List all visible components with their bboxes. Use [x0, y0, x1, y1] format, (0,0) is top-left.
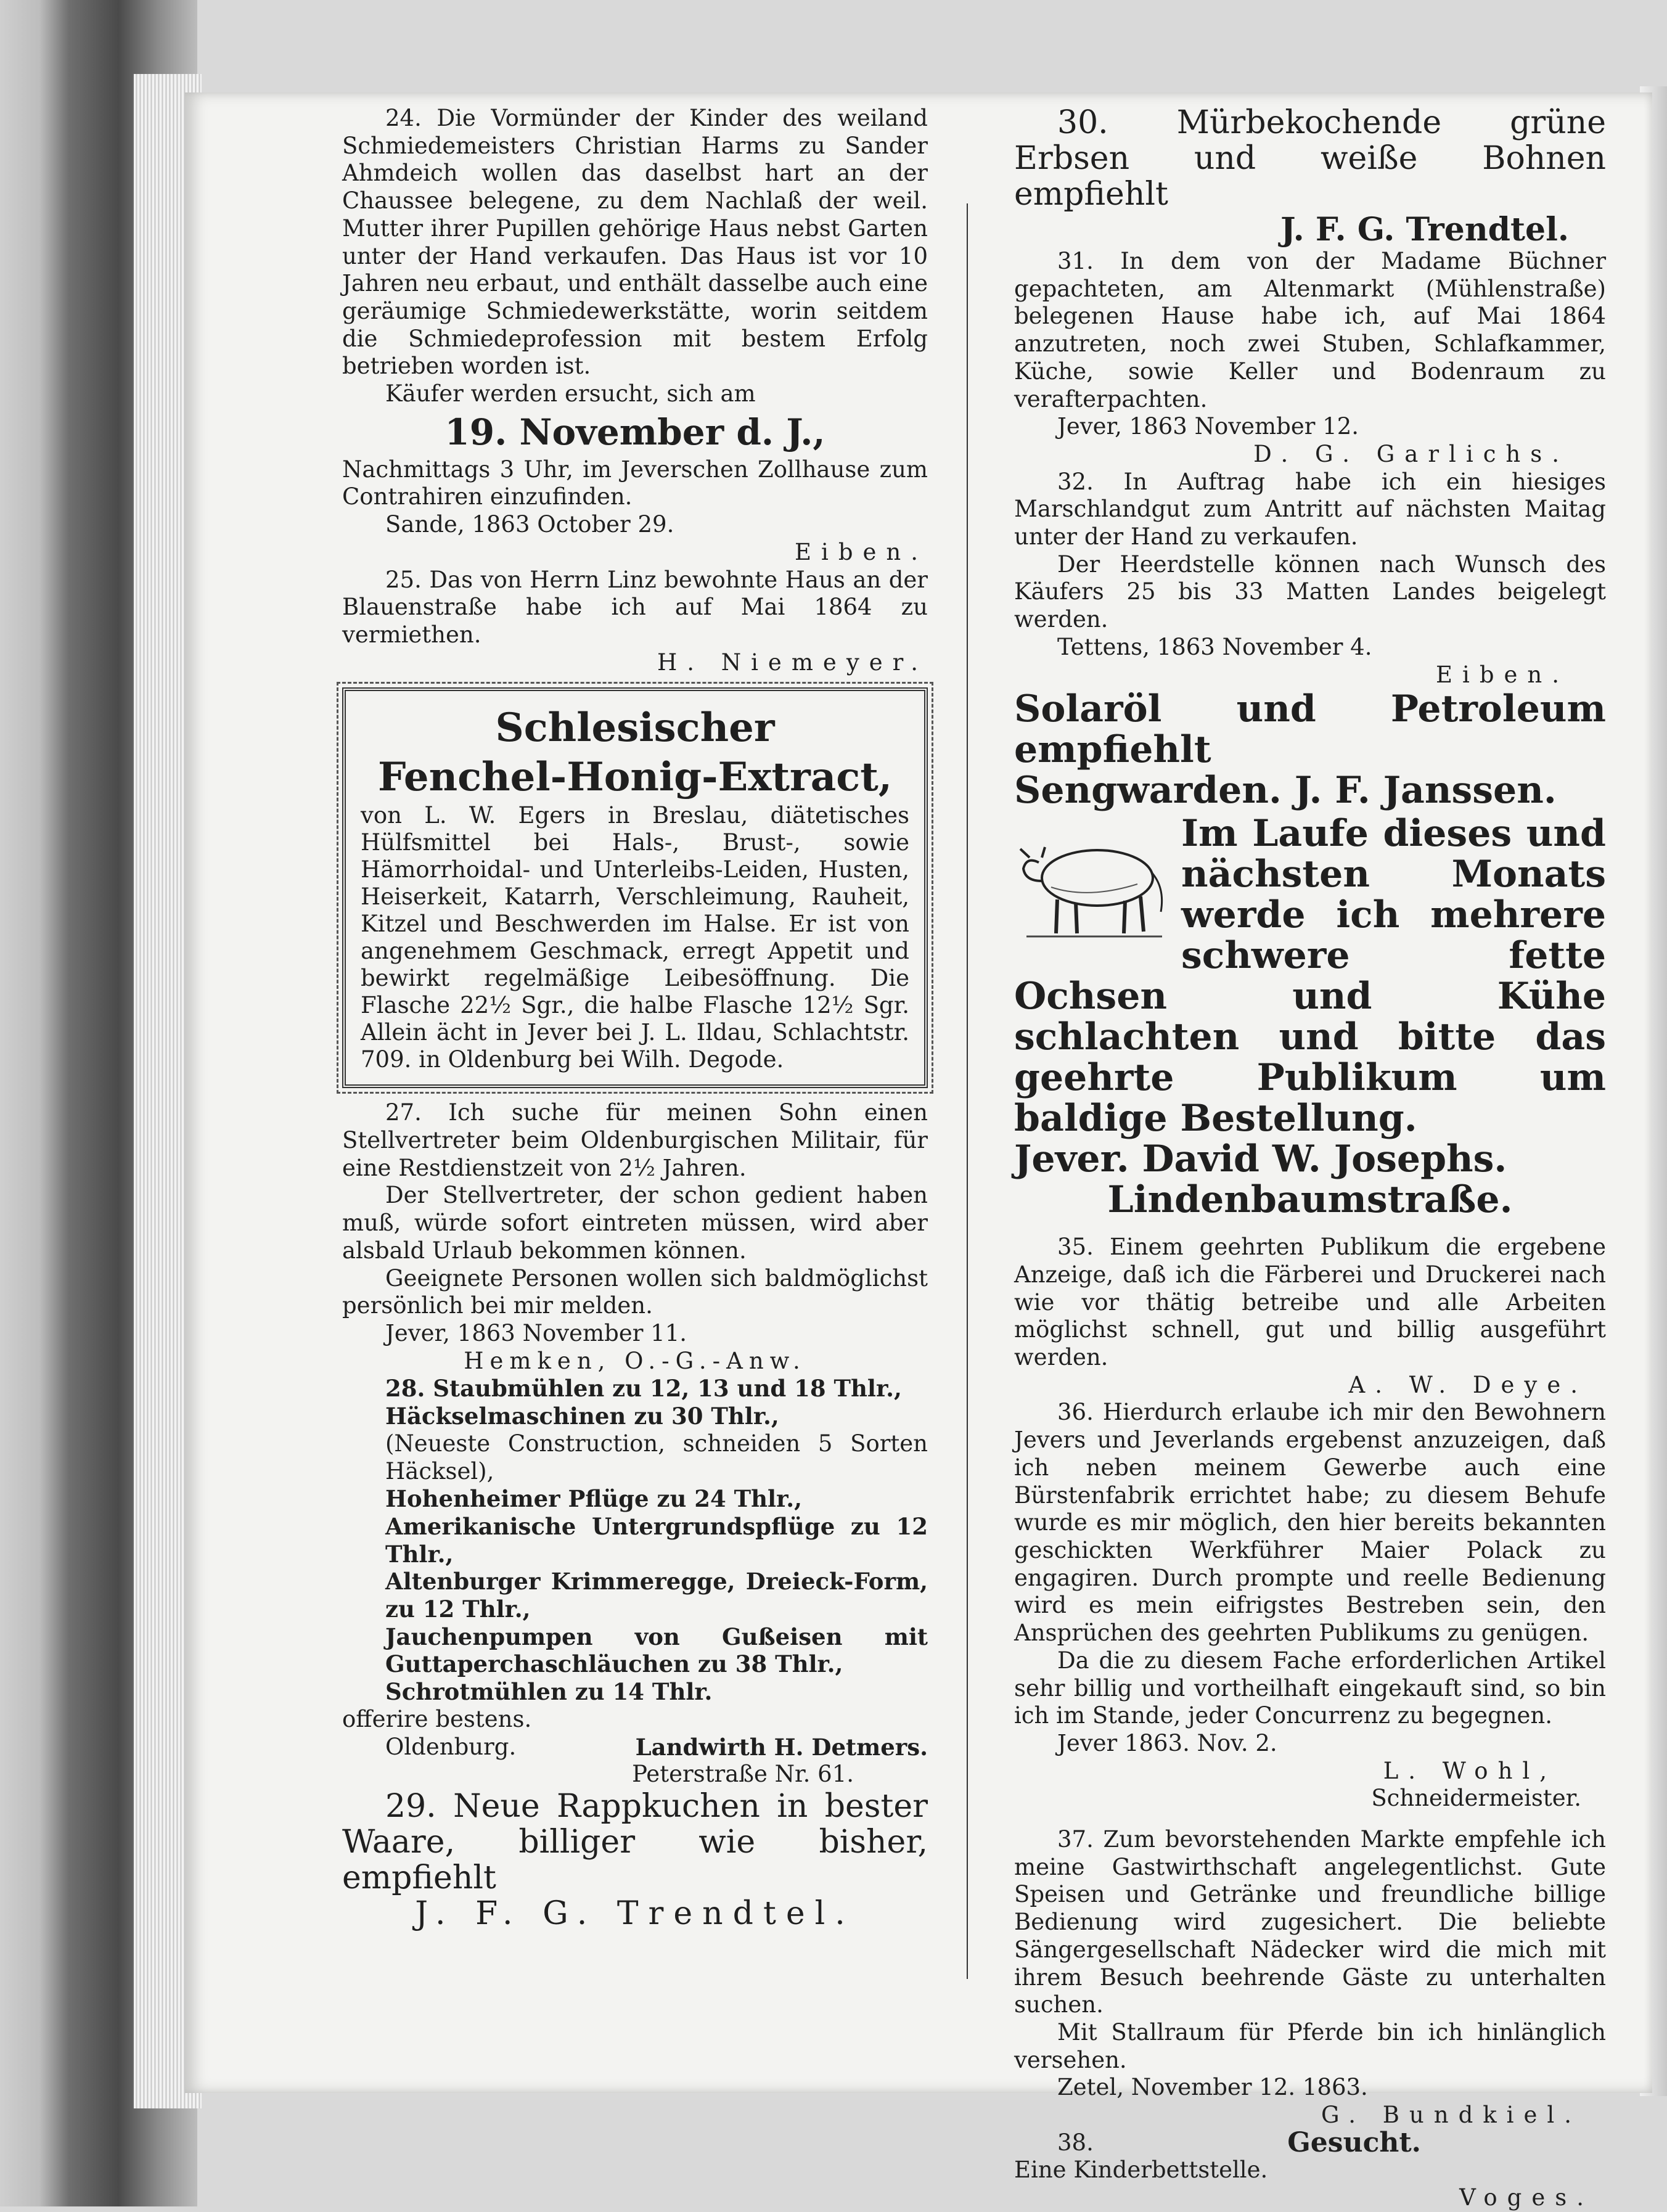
notice-32 [1014, 469, 1606, 689]
notice-text: Der Stellvertreter, der schon gedient haben muß, würde sofort eintreten müssen, wird aber alsbald Urlaub bekommen können. [342, 1182, 928, 1264]
ad-title-line1: Schlesischer [495, 705, 775, 752]
notice-text: Käufer werden ersucht, sich am [385, 380, 756, 408]
notice-text: Eine Kinderbettstelle. [1014, 2157, 1268, 2184]
notice-solaroel [1014, 689, 1606, 811]
notice-text: 32. In Auftrag habe ich ein hiesiges Marschlandgut zum Antritt auf nächsten Maitag unter der Hand zu verkaufen. [1014, 468, 1606, 551]
notice-signature: Hemken, O.-G.-Anw. [464, 1347, 806, 1374]
ad-signature: Sengwarden. J. F. Janssen. [1014, 769, 1557, 813]
notice-place-date: Zetel, November 12. 1863. [1057, 2074, 1368, 2101]
notice-josephs [1014, 813, 1606, 1220]
notice-signature: G. Bundkiel. [1321, 2102, 1581, 2129]
notice-date-heading: 19. November d. J., [444, 411, 825, 453]
notice-signature: Eiben. [1435, 661, 1569, 688]
notice-35 [1014, 1234, 1606, 1399]
ox-illustration-icon [1014, 819, 1171, 943]
notice-heading: Gesucht. [1287, 2126, 1421, 2158]
notice-text: 36. Hierdurch erlaube ich mir den Bewohnern Jevers und Jeverlands ergebenst anzuzeigen, daß ich neben meinem Gewerbe auch eine Bürstenfabrik errichtet habe; zu diesem Behufe wurde es mir möglich, den hier bereits bekannten geschickten Werkführer Maier Polack zu engagiren. Durch prompte und reelle Bedienung wird es mein eifrigstes Bestreben sein, den Ansprüchen des geehrten Publikums zu genügen. [1014, 1399, 1606, 1647]
notice-text: Der Heerdstelle können nach Wunsch des Käufers 25 bis 33 Matten Landes beigelegt werden. [1014, 551, 1606, 633]
notice-text: 24. Die Vormünder der Kinder des weiland Schmiedemeisters Christian Harms zu Sander Ahmdeich wollen das daselbst hart an der Chaussee belegene, zu dem Nachlaß der weil. Mutter ihrer Pupillen gehörige Haus nebst Garten unter der Hand verkaufen. Das Haus ist vor 10 Jahren neu erbaut, und enthält dasselbe auch eine geräumige Schmiedewerkstätte, worin seitdem die Schmiedeprofession mit bestem Erfolg betrieben worden ist. [342, 105, 928, 380]
notice-signature: Eiben. [794, 538, 928, 565]
offer-line: Hohenheimer Pflüge zu 24 Thlr., [385, 1485, 802, 1513]
notice-29 [342, 1788, 928, 1931]
notice-signature: J. F. G. Trendtel. [1280, 211, 1569, 248]
notice-text: Da die zu diesem Fache erforderlichen Artikel sehr billig und vortheilhaft eingekauft sind, so bin ich im Stande, jeder Concurrenz zu begegnen. [1014, 1647, 1606, 1729]
notice-signature: A. W. Deye. [1348, 1371, 1587, 1398]
ad-address: Lindenbaumstraße. [1107, 1178, 1513, 1222]
notice-28 [342, 1375, 928, 1788]
ad-text: Im Laufe dieses und nächsten Monats werde ich mehrere schwere fette Ochsen und Kühe schlachten und bitte das geehrte Publikum um baldige Bestellung. [1014, 812, 1606, 1141]
notice-place-date: Jever, 1863 November 11. [385, 1319, 687, 1346]
notice-signature: H. Niemeyer. [657, 649, 928, 676]
offer-place: Oldenburg. [385, 1733, 517, 1760]
notice-text: 31. In dem von der Madame Büchner gepachteten, am Altenmarkt (Mühlenstraße) belegenen Hause habe ich, auf Mai 1864 anzutreten, noch zwei Stuben, Schlafkammer, Küche, sowie Keller und Bodenraum zu verafterpachten. [1014, 248, 1606, 412]
offer-line: Amerikanische Untergrundspflüge zu 12 Thlr., [385, 1512, 928, 1568]
notice-text: 29. Neue Rappkuchen in bester Waare, billiger wie bisher, empfiehlt [342, 1787, 928, 1896]
ad-title-line2: Fenchel-Honig-Extract, [377, 754, 893, 801]
notice-text: 25. Das von Herrn Linz bewohnte Haus an der Blauenstraße habe ich auf Mai 1864 zu vermiethen. [342, 566, 928, 648]
ad-headline: Solaröl und Petroleum empfiehlt [1014, 687, 1606, 772]
ad-body: von L. W. Egers in Breslau, diätetisches Hülfsmittel bei Hals-, Brust-, sowie Hämorrhoidal- und Unterleibs-Leiden, Husten, Heiserkeit, Katarrh, Verschleimung, Rauheit, Kitzel und Beschwerden im Halse. Er ist von angenehmem Geschmack, erregt Appetit und bewirkt regelmäßige Leibesöffnung. Die Flasche 22½ Sgr., die halbe Flasche 12½ Sgr. Allein ächt in Jever bei J. L. Ildau, Schlachtstr. 709. in Oldenburg bei Wilh. Degode. [361, 802, 909, 1073]
offer-line: Jauchenpumpen von Gußeisen mit Guttaperchaschläuchen zu 38 Thlr., [385, 1623, 928, 1678]
notice-text: Geeignete Personen wollen sich baldmöglichst persönlich bei mir melden. [342, 1264, 928, 1319]
left-column [342, 105, 928, 1931]
notice-place-date: Jever 1863. Nov. 2. [1057, 1729, 1277, 1756]
notice-place-date: Sande, 1863 October 29. [385, 511, 674, 538]
notice-text: Nachmittags 3 Uhr, im Jeverschen Zollhause zum Contrahiren einzufinden. [342, 456, 928, 510]
notice-signature: J. F. G. Trendtel. [415, 1895, 855, 1932]
notice-signature: D. G. Garlichs. [1253, 440, 1569, 467]
ad-signature: Jever. David W. Josephs. [1014, 1137, 1507, 1181]
offer-line: offerire bestens. [342, 1705, 532, 1732]
offer-line: Altenburger Krimmeregge, Dreieck-Form, zu 12 Thlr., [385, 1568, 928, 1623]
right-column [1014, 105, 1606, 2212]
notice-text: Mit Stallraum für Pferde bin ich hinlänglich versehen. [1014, 2018, 1606, 2073]
notice-36 [1014, 1399, 1606, 1813]
offer-line: 28. Staubmühlen zu 12, 13 und 18 Thlr., [385, 1375, 902, 1403]
offer-line: (Neueste Construction, schneiden 5 Sorten Häcksel), [385, 1430, 928, 1485]
notice-24 [342, 105, 928, 567]
notice-text: 30. Mürbekochende grüne Erbsen und weiße Bohnen empfiehlt [1014, 104, 1606, 213]
notice-signature: L. Wohl, [1383, 1757, 1557, 1784]
notice-30 [1014, 105, 1606, 248]
notice-31 [1014, 248, 1606, 469]
notice-37 [1014, 1826, 1606, 2129]
notice-signature-title: Schneidermeister. [1371, 1785, 1581, 1812]
notice-38 [1014, 2126, 1606, 2212]
notice-text: 37. Zum bevorstehenden Markte empfehle ich meine Gastwirthschaft angelegentlichst. Gute Speisen und Getränke und freundliche billige Bedienung wird zugesichert. Die beliebte Sängergesellschaft Nädecker wird die mich mit ihrem Besuch beehrende Gäste zu unterhalten suchen. [1014, 1826, 1606, 2018]
offer-signature: Landwirth H. Detmers. [635, 1733, 928, 1761]
notice-text: 27. Ich suche für meinen Sohn einen Stellvertreter beim Oldenburgischen Militair, für eine Restdienstzeit von 2½ Jahren. [342, 1099, 928, 1181]
offer-line: Schrotmühlen zu 14 Thlr. [385, 1678, 713, 1706]
notice-number: 38. [1057, 2129, 1094, 2156]
notice-27 [342, 1099, 928, 1375]
offer-line: Häckselmaschinen zu 30 Thlr., [385, 1403, 779, 1430]
notice-place-date: Tettens, 1863 November 4. [1057, 633, 1372, 660]
offer-address: Peterstraße Nr. 61. [632, 1761, 854, 1788]
notice-signature: Voges. [1459, 2184, 1594, 2211]
notice-text: 35. Einem geehrten Publikum die ergebene Anzeige, daß ich die Färberei und Druckerei nach wie vor thätig betreibe und alle Arbeiten möglichst schnell, gut und billig ausgeführt werden. [1014, 1234, 1606, 1371]
fenchel-honig-ad [342, 687, 928, 1088]
column-divider [967, 203, 968, 1979]
notice-25 [342, 567, 928, 677]
notice-place-date: Jever, 1863 November 12. [1057, 413, 1359, 440]
